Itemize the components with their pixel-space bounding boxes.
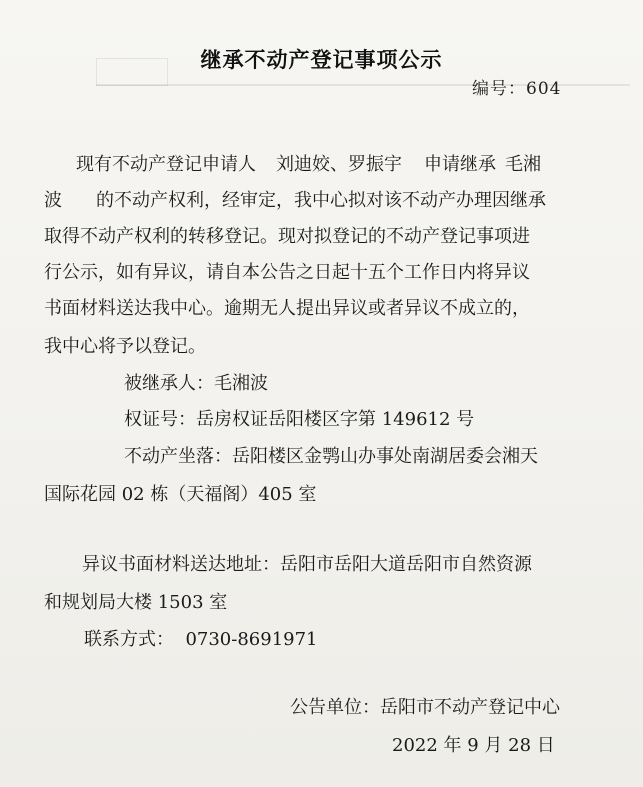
objection-address-line-1: 异议书面材料送达地址：岳阳市岳阳大道岳阳市自然资源 [82, 554, 532, 575]
issuer-line: 公告单位：岳阳市不动产登记中心 [290, 697, 560, 718]
body-line-3: 取得不动产权利的转移登记。现对拟登记的不动产登记事项进 [44, 226, 530, 247]
body-line-1 [76, 150, 541, 176]
objection-address-line-2: 和规划局大楼 1503 室 [44, 592, 228, 613]
location-line-1: 不动产坐落：岳阳楼区金鹗山办事处南湖居委会湘天 [124, 446, 538, 467]
body-line-2 [44, 186, 546, 212]
body-line-5: 书面材料送达我中心。逾期无人提出异议或者异议不成立的， [44, 298, 530, 319]
body-line-2-text: 的不动产权利，经审定，我中心拟对该不动产办理因继承 [96, 190, 546, 211]
cert-number-line: 权证号：岳房权证岳阳楼区字第 149612 号 [124, 409, 475, 430]
location-line-2: 国际花园 02 栋（天福阁）405 室 [44, 484, 317, 505]
inherit-phrase: 申请继承 [424, 154, 496, 175]
notice-number: 编号：604 [472, 79, 562, 99]
notice-date: 2022 年 9 月 28 日 [392, 735, 555, 756]
heir-line: 被继承人：毛湘波 [124, 373, 268, 394]
body-line-6: 我中心将予以登记。 [44, 336, 206, 357]
deceased-name-part2: 波 [44, 190, 62, 211]
contact-line: 联系方式： 0730-8691971 [84, 629, 318, 650]
applicant-names: 刘迪姣、罗振宇 [276, 154, 402, 175]
show-through-header [150, 0, 480, 22]
applicant-prefix: 现有不动产登记申请人 [76, 154, 256, 175]
body-line-4: 行公示，如有异议，请自本公告之日起十五个工作日内将异议 [44, 262, 530, 283]
notice-title: 继承不动产登记事项公示 [200, 48, 443, 72]
deceased-name-part1: 毛湘 [505, 154, 541, 175]
